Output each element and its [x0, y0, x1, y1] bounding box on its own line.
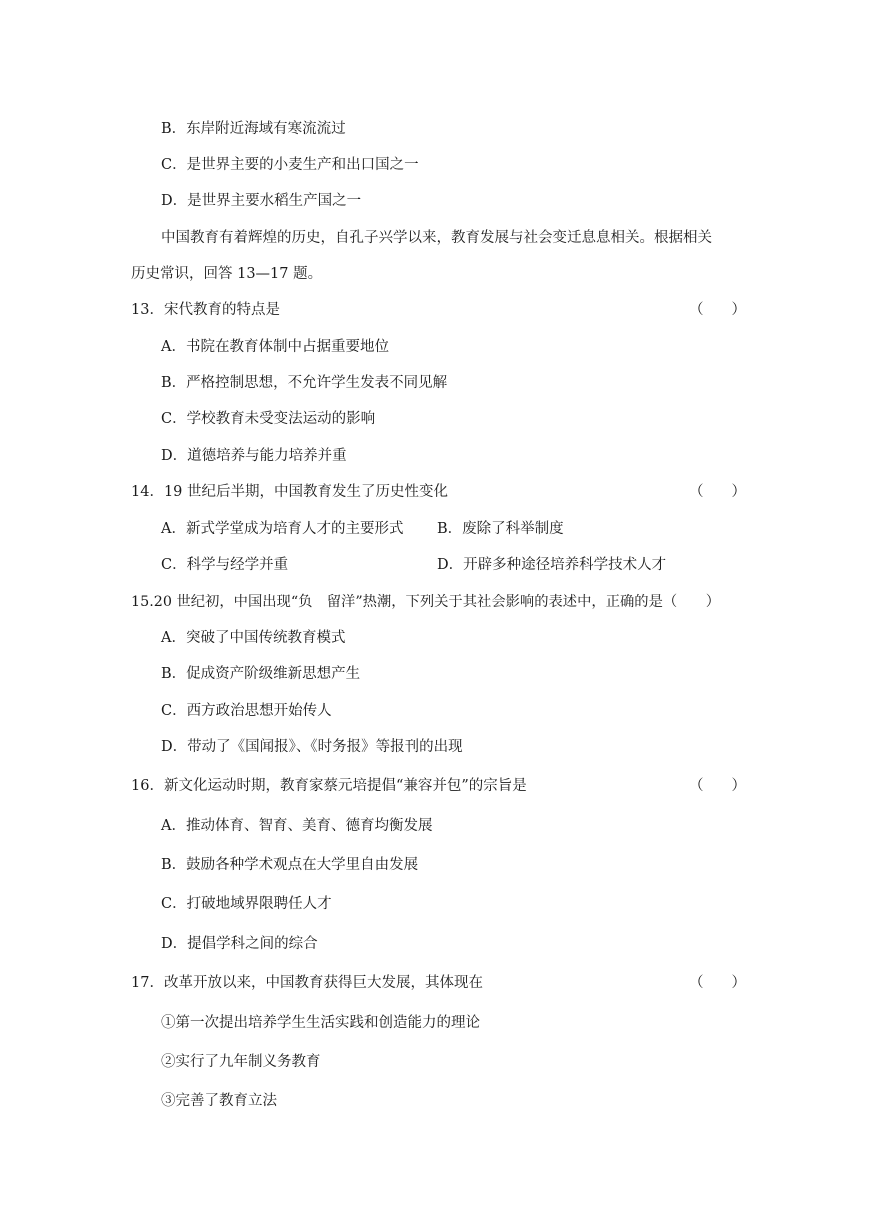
q14-answer-paren	[689, 482, 746, 502]
q14-option-d: D．开辟多种途径培养科学技术人才	[437, 557, 667, 573]
q16-answer-paren	[689, 776, 746, 796]
paren-open: （	[689, 302, 704, 318]
q16-option-c: C．打破地域界限聘任人才	[161, 896, 332, 912]
q16-option-b: B．鼓励各种学术观点在大学里自由发展	[161, 857, 419, 873]
paren-open: （	[689, 778, 704, 794]
q13-option-a: A．书院在教育体制中占据重要地位	[161, 339, 389, 355]
q17-answer-paren	[689, 973, 746, 993]
q17-item-3: ③完善了教育立法	[161, 1093, 277, 1109]
q16-option-d: D．提倡学科之间的综合	[161, 936, 318, 952]
q12-option-b: B．东岸附近海域有寒流流过	[161, 121, 346, 137]
q12-option-c: C．是世界主要的小麦生产和出口国之一	[161, 157, 419, 173]
q16-option-a: A．推动体育、智育、美育、德育均衡发展	[161, 818, 433, 834]
q16-stem: 16．新文化运动时期，教育家蔡元培提倡“兼容并包”的宗旨是	[131, 778, 527, 794]
q13-answer-paren	[689, 300, 746, 320]
paren-open: （	[689, 975, 704, 991]
q14-option-a: A．新式学堂成为培育人才的主要形式	[161, 521, 404, 537]
q15-option-d: D．带动了《国闻报》、《时务报》等报刊的出现	[161, 739, 463, 755]
paren-open: （	[689, 484, 704, 500]
paren-close: ）	[731, 975, 746, 991]
q17-item-1: ①第一次提出培养学生生活实践和创造能力的理论	[161, 1015, 480, 1031]
q15-option-a: A．突破了中国传统教育模式	[161, 630, 346, 646]
q14-stem: 14．19 世纪后半期，中国教育发生了历史性变化	[131, 484, 449, 500]
q15-option-b: B．促成资产阶级维新思想产生	[161, 666, 361, 682]
paren-close: ）	[731, 484, 746, 500]
paren-close: ）	[731, 302, 746, 318]
q17-stem: 17．改革开放以来，中国教育获得巨大发展，其体现在	[131, 975, 483, 991]
q15-option-c: C．西方政治思想开始传人	[161, 703, 332, 719]
q15-stem: 15.20 世纪初，中国出现“负 留洋”热潮，下列关于其社会影响的表述中，正确的是（ ）	[131, 594, 721, 610]
q13-option-b: B．严格控制思想，不允许学生发表不同见解	[161, 375, 448, 391]
q13-option-d: D．道德培养与能力培养并重	[161, 448, 347, 464]
q14-option-c: C．科学与经学并重	[161, 557, 289, 573]
q13-option-c: C．学校教育未受变法运动的影响	[161, 411, 376, 427]
q13-stem: 13．宋代教育的特点是	[131, 302, 280, 318]
q14-option-b: B．废除了科举制度	[437, 521, 564, 537]
paren-close: ）	[731, 778, 746, 794]
q12-option-d: D．是世界主要水稻生产国之一	[161, 193, 362, 209]
intro-line-1: 中国教育有着辉煌的历史，自孔子兴学以来，教育发展与社会变迁息息相关。根据相关	[161, 230, 712, 246]
intro-line-2: 历史常识，回答 13—17 题。	[131, 266, 323, 282]
q17-item-2: ②实行了九年制义务教育	[161, 1054, 321, 1070]
